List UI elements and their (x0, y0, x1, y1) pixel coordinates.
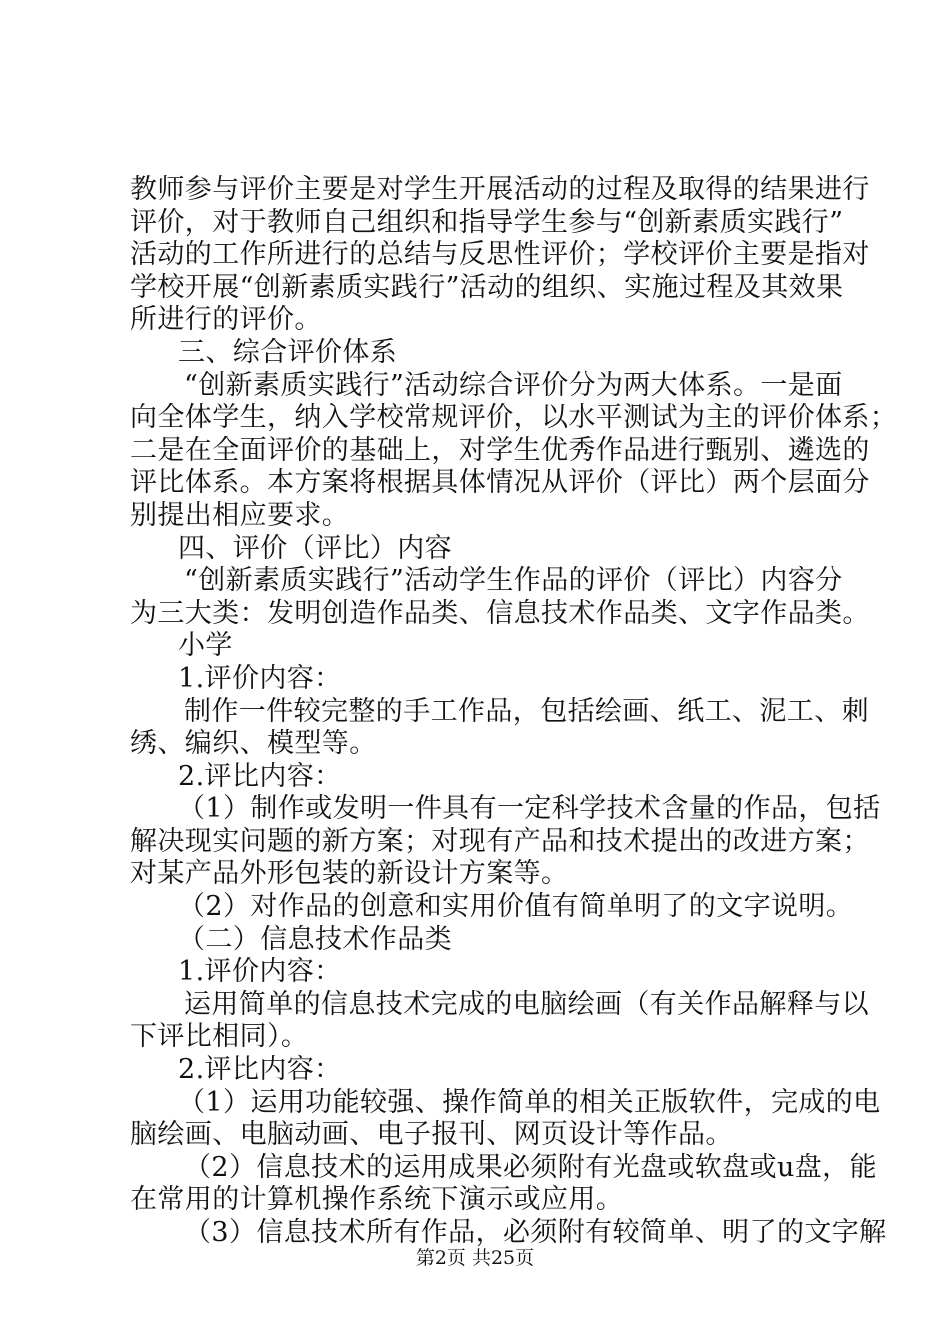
paragraph-line: （1）制作或发明一件具有一定科学技术含量的作品，包括 (178, 793, 881, 825)
paragraph-line: 为三大类：发明创造作品类、信息技术作品类、文字作品类。 (130, 597, 870, 629)
paragraph-line: 制作一件较完整的手工作品，包括绘画、纸工、泥工、刺 (184, 695, 869, 727)
subheading: 1.评价内容： (178, 956, 342, 988)
paragraph-line: 在常用的计算机操作系统下演示或应用。 (130, 1184, 624, 1216)
paragraph-line: 向全体学生，纳入学校常规评价，以水平测试为主的评价体系； (130, 402, 898, 434)
paragraph-line: “创新素质实践行”活动学生作品的评价（评比）内容分 (184, 565, 843, 597)
paragraph-line: 对某产品外形包装的新设计方案等。 (130, 858, 569, 890)
paragraph-line: 脑绘画、电脑动画、电子报刊、网页设计等作品。 (130, 1119, 733, 1151)
paragraph-line: 运用简单的信息技术完成的电脑绘画（有关作品解释与以 (184, 988, 869, 1020)
paragraph-line: 教师参与评价主要是对学生开展活动的过程及取得的结果进行 (130, 174, 870, 205)
paragraph-line: 别提出相应要求。 (130, 499, 350, 531)
paragraph-line: 绣、编织、模型等。 (130, 728, 377, 760)
page-number-footer: 第2页 共25页 (415, 1247, 535, 1269)
paragraph-line: 活动的工作所进行的总结与反思性评价；学校评价主要是指对 (130, 239, 870, 271)
paragraph-line: 解决现实问题的新方案；对现有产品和技术提出的改进方案； (130, 825, 870, 857)
paragraph-line: 二是在全面评价的基础上，对学生优秀作品进行甄别、遴选的 (130, 434, 870, 466)
subheading: （二）信息技术作品类 (178, 923, 452, 955)
body-text (130, 174, 898, 1250)
paragraph-line: “创新素质实践行”活动综合评价分为两大体系。一是面 (184, 369, 843, 401)
paragraph-line: 所进行的评价。 (130, 304, 322, 336)
paragraph-line: （3）信息技术所有作品，必须附有较简单、明了的文字解 (184, 1217, 887, 1248)
paragraph-line: （2）信息技术的运用成果必须附有光盘或软盘或u盘，能 (184, 1151, 877, 1183)
paragraph-line: 学校开展“创新素质实践行”活动的组织、实施过程及其效果 (130, 271, 844, 303)
paragraph-line: 评价，对于教师自己组织和指导学生参与“创新素质实践行” (130, 206, 844, 238)
section-heading: 四、评价（评比）内容 (178, 532, 452, 564)
paragraph-line: 下评比相同）。 (130, 1021, 309, 1053)
subheading: 小学 (178, 630, 233, 662)
paragraph-line: （1）运用功能较强、操作简单的相关正版软件，完成的电 (178, 1086, 881, 1118)
subheading: 2.评比内容： (178, 760, 342, 792)
paragraph-line: （2）对作品的创意和实用价值有简单明了的文字说明。 (178, 891, 854, 923)
subheading: 1.评价内容： (178, 662, 342, 694)
section-heading: 三、综合评价体系 (178, 336, 398, 368)
subheading: 2.评比内容： (178, 1054, 342, 1086)
paragraph-line: 评比体系。本方案将根据具体情况从评价（评比）两个层面分 (130, 467, 870, 499)
